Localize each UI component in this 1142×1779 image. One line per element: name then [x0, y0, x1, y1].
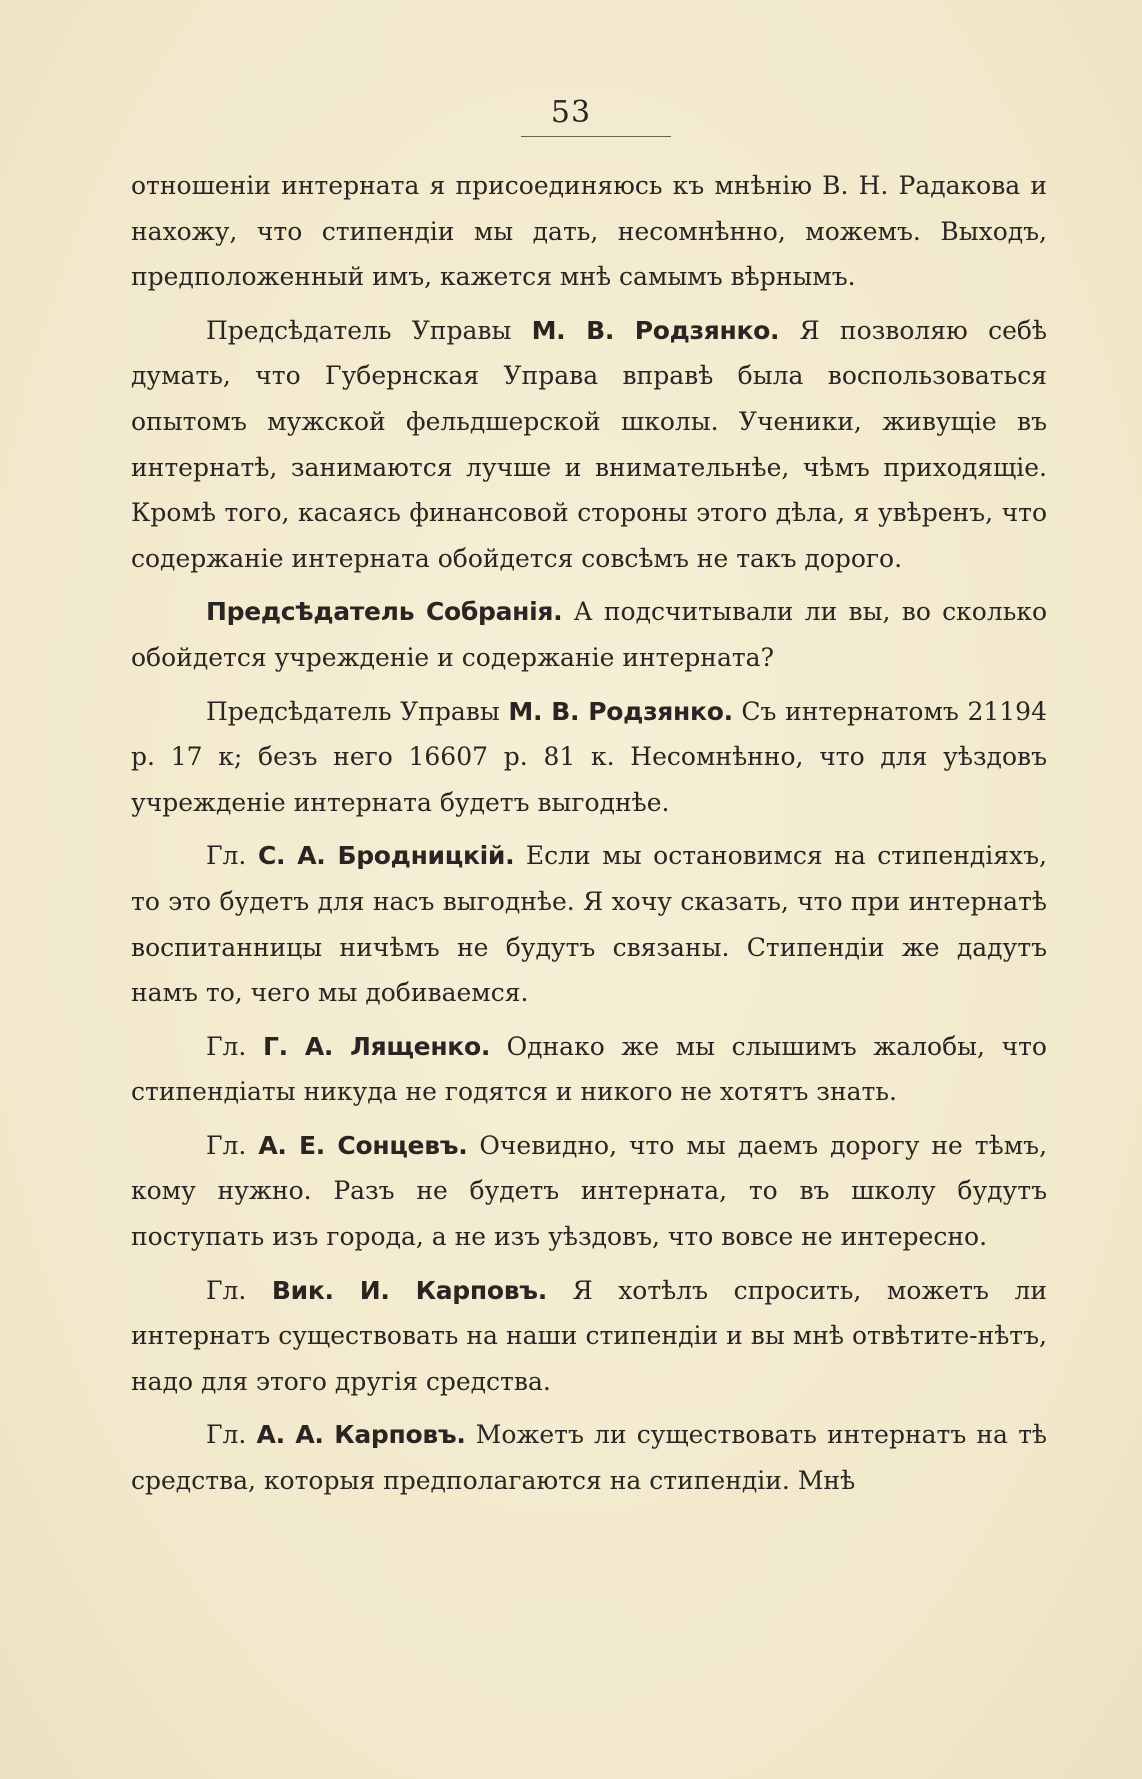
speaker-name: М. В. Родзянко. — [531, 315, 780, 345]
paragraph-text: Я хотѣлъ спросить, можетъ ли интернатъ существовать на наши стипендiи и вы мнѣ отвѣтите-нѣтъ, надо для этого другiя средства. — [131, 1275, 1048, 1396]
body-text — [131, 163, 1047, 1504]
paragraph-text: Однако же мы слышимъ жалобы, что стипендiаты никуда не годятся и никого не хотятъ знать. — [131, 1031, 1047, 1107]
paragraph-text: Можетъ ли существовать интернатъ на тѣ средства, которыя предполагаются на стипендiи. Мнѣ — [131, 1420, 1048, 1496]
speaker-name: А. Е. Сонцевъ. — [258, 1130, 468, 1160]
paragraph-text: А подсчитывали ли вы, во сколько обойдется учрежденiе и содержанiе интерната? — [131, 597, 1047, 672]
paragraph-text: отношенiи интерната я присоединяюсь къ мнѣнiю В. Н. Радакова и нахожу, что стипендiи мы дать, несомнѣнно, можемъ. Выходъ, предположенный имъ, кажется мнѣ самымъ вѣрнымъ. — [131, 171, 1047, 292]
paragraph — [131, 1123, 1047, 1260]
page-number: 53 — [550, 95, 592, 130]
speaker-name: Вик. И. Карповъ. — [271, 1275, 547, 1305]
paragraph-prefix: Гл. — [206, 841, 258, 871]
paragraph-prefix: Гл. — [206, 1130, 259, 1160]
speaker-name: М. В. Родзянко. — [508, 696, 733, 726]
speaker-name: А. А. Карповъ. — [256, 1420, 466, 1450]
paragraph — [131, 589, 1047, 680]
speaker-name: С. А. Бродницкiй. — [257, 841, 515, 871]
paragraph — [131, 1024, 1047, 1115]
paragraph-prefix: Гл. — [206, 1031, 263, 1061]
paragraph-text: Если мы остановимся на стипендiяхъ, то это будетъ для насъ выгоднѣе. Я хочу сказать, что при интернатѣ воспитанницы ничѣмъ не будутъ связаны. Стипендiи же дадутъ намъ то, чего мы добиваемся. — [131, 841, 1048, 1008]
paragraph-text: Очевидно, что мы даемъ дорогу не тѣмъ, кому нужно. Разъ не будетъ интерната, то въ школу будутъ поступать изъ города, а не изъ уѣздовъ, что вовсе не интересно. — [131, 1130, 1048, 1252]
page-number-rule — [521, 136, 671, 137]
paragraph — [131, 163, 1047, 300]
speaker-name: Г. А. Лященко. — [262, 1031, 491, 1061]
paragraph-text: Я позволяю себѣ думать, что Губернская Управа вправѣ была воспользоваться опытомъ мужской фельдшерской школы. Ученики, живущiе въ интернатѣ, занимаются лучше и внимательнѣе, чѣмъ приходящiе. Кромѣ того, касаясь финансовой стороны этого дѣла, я увѣренъ, что содержанiе интерната обойдется совсѣмъ не такъ дорого. — [131, 315, 1047, 573]
paragraph — [131, 308, 1047, 582]
paragraph — [131, 833, 1047, 1015]
paragraph-text: Съ интернатомъ 21194 р. 17 к; безъ него 16607 р. 81 к. Несомнѣнно, что для уѣздовъ учрежденiе интерната будетъ выгоднѣе. — [131, 696, 1047, 817]
paragraph-prefix: Гл. — [206, 1275, 272, 1305]
paragraph-prefix: Предсѣдатель Управы — [206, 696, 509, 726]
paragraph-prefix: Предсѣдатель Управы — [206, 315, 532, 345]
speaker-name: Предсѣдатель Собранiя. — [206, 597, 563, 627]
paragraph — [131, 689, 1047, 826]
paragraph — [131, 1412, 1047, 1503]
paragraph-prefix: Гл. — [206, 1420, 257, 1450]
paragraph — [131, 1268, 1047, 1405]
